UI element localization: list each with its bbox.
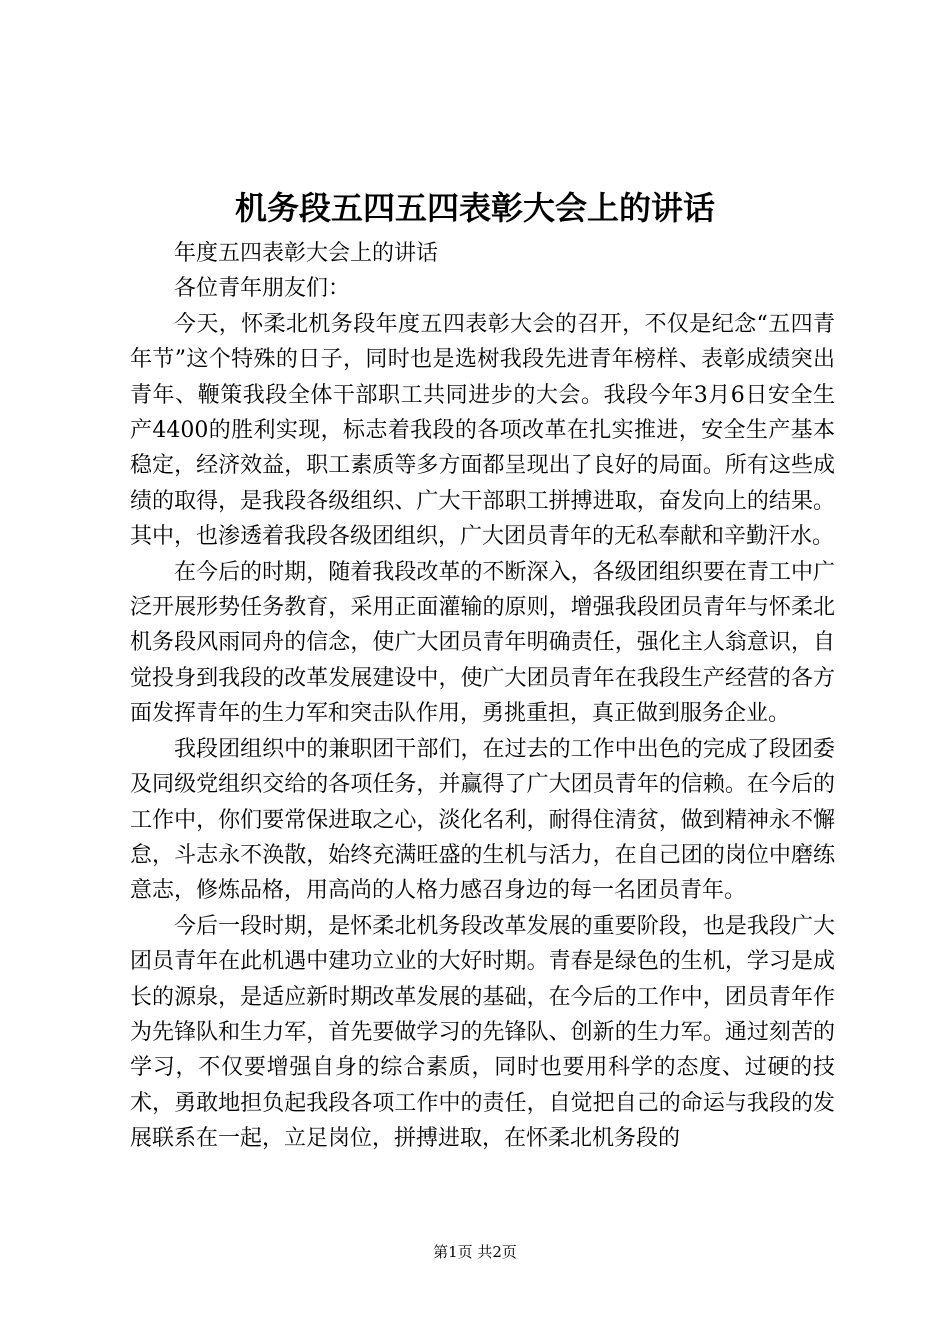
body-paragraph: 我段团组织中的兼职团干部们，在过去的工作中出色的完成了段团委及同级党组织交给的各项任务，并赢得了广大团员青年的信赖。在今后的工作中，你们要常保进取之心，淡化名利，耐得住清贫，做到精神永不懈怠，斗志永不涣散，始终充满旺盛的生机与活力，在自己团的岗位中磨练意志，修炼品格，用高尚的人格力感召身边的每一名团员青年。 xyxy=(130,736,835,904)
page-number-footer: 第1页 共2页 xyxy=(433,1243,517,1261)
salutation-paragraph: 各位青年朋友们： xyxy=(174,276,351,302)
body-paragraph: 在今后的时期，随着我段改革的不断深入，各级团组织要在青工中广泛开展形势任务教育，采用正面灌输的原则，增强我段团员青年与怀柔北机务段风雨同舟的信念，使广大团员青年明确责任，强化主人翁意识，自觉投身到我段的改革发展建设中，使广大团员青年在我段生产经营的各方面发挥青年的生力军和突击队作用，勇挑重担，真正做到服务企业。 xyxy=(130,559,835,727)
body-paragraph: 今天，怀柔北机务段年度五四表彰大会的召开，不仅是纪念“五四青年节”这个特殊的日子，同时也是选树我段先进青年榜样、表彰成绩突出青年、鞭策我段全体干部职工共同进步的大会。我段今年3月6日安全生产4400的胜利实现，标志着我段的各项改革在扎实推进，安全生产基本稳定，经济效益，职工素质等多方面都呈现出了良好的局面。所有这些成绩的取得，是我段各级组织、广大干部职工拼搏进取，奋发向上的结果。其中，也渗透着我段各级团组织，广大团员青年的无私奉献和辛勤汗水。 xyxy=(130,311,835,550)
body-paragraph: 今后一段时期，是怀柔北机务段改革发展的重要阶段，也是我段广大团员青年在此机遇中建功立业的大好时期。青春是绿色的生机，学习是成长的源泉，是适应新时期改革发展的基础，在今后的工作中，团员青年作为先锋队和生力军，首先要做学习的先锋队、创新的生力军。通过刻苦的学习，不仅要增强自身的综合素质，同时也要用科学的态度、过硬的技术，勇敢地担负起我段各项工作中的责任，自觉把自己的命运与我段的发展联系在一起，立足岗位，拼搏进取，在怀柔北机务段的 xyxy=(130,913,835,1152)
document-body xyxy=(130,236,835,1157)
document-title: 机务段五四五四表彰大会上的讲话 xyxy=(234,189,715,227)
subtitle-paragraph: 年度五四表彰大会上的讲话 xyxy=(174,241,439,266)
